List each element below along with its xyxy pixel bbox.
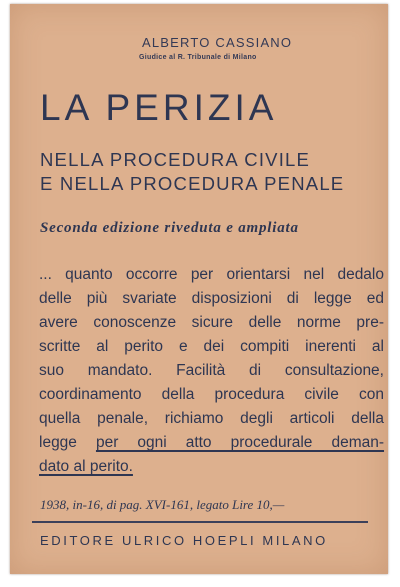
publication-info: 1938, in-16, di pag. XVI-161, legato Lire 10,— [40,497,285,512]
description-line: suo mandato. Facilità di consultazione, [39,362,384,379]
book-title: LA PERIZIA [40,87,278,128]
description-line: quella penale, richiamo degli articoli della [39,410,384,427]
subtitle-line-1: NELLA PROCEDURA CIVILE [40,149,311,170]
publisher-name: EDITORE ULRICO HOEPLI MILANO [40,533,328,548]
description-line: delle più svariate disposizioni di legge ed [39,290,384,307]
book-cover [10,4,388,574]
description-line: scritte al perito e dei compiti inerenti al [39,338,384,355]
description-line: ... quanto occorre per orientarsi nel dedalo [39,266,384,283]
description-plain-text: legge [39,434,96,451]
subtitle-line-2: E NELLA PROCEDURA PENALE [40,173,345,194]
description-line [39,433,384,453]
author-role: Giudice al R. Tribunale di Milano [139,54,257,61]
description-line [39,457,384,477]
author-name: ALBERTO CASSIANO [142,35,293,50]
description-line: coordinamento della procedura civile con [39,386,384,403]
description-line: avere conoscenze sicure delle norme pre- [39,314,384,331]
edition-note: Seconda edizione riveduta e ampliata [40,220,299,236]
description-underlined-text: per ogni atto procedurale deman- [95,434,385,451]
description-underlined-text: dato al perito. [39,458,133,475]
divider-rule [32,521,368,523]
